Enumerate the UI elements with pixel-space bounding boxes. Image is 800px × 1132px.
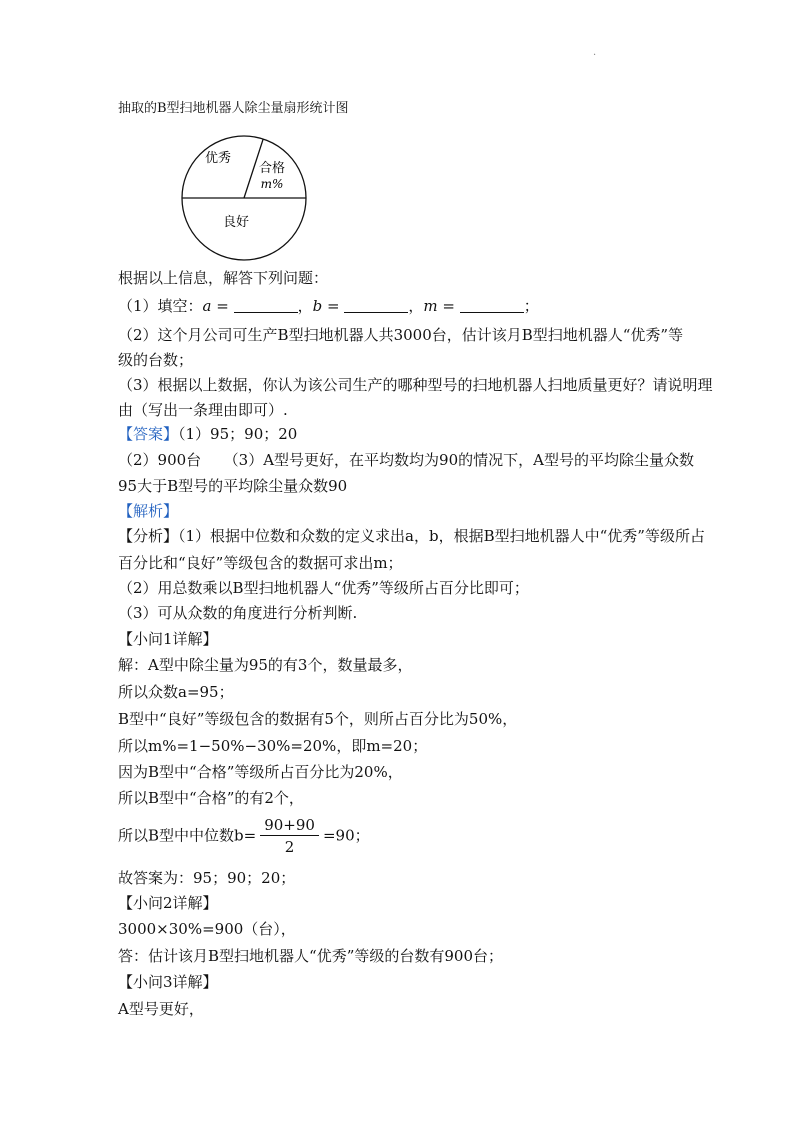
slice-label-youxiu: 优秀 bbox=[204, 151, 232, 166]
q1-var-b: b bbox=[312, 297, 323, 315]
q1-end: ； bbox=[523, 297, 539, 315]
pie-slices bbox=[182, 136, 306, 260]
fenxi-text-1: （1）根据中位数和众数的定义求出a，b，根据B型扫地机器人中“优秀”等级所占 bbox=[178, 527, 705, 545]
sub1-line-1: 解：A型中除尘量为95的有3个，数量最多， bbox=[118, 656, 413, 674]
sub2-line-2: 答：估计该月B型扫地机器人“优秀”等级的台数有900台； bbox=[118, 947, 503, 965]
q1-var-a: a bbox=[202, 297, 212, 315]
blank-m bbox=[460, 298, 524, 313]
question-2-line-1: （2）这个月公司可生产B型扫地机器人共3000台，估计该月B型扫地机器人“优秀”等 bbox=[118, 326, 684, 344]
q1-eq-a: = bbox=[211, 297, 234, 315]
q1-eq-m: = bbox=[437, 297, 460, 315]
slice-label-hege: 合格 bbox=[258, 161, 286, 176]
fraction-denominator: 2 bbox=[284, 838, 295, 856]
q1-var-m: m bbox=[423, 297, 438, 315]
q1-prefix: （1）填空： bbox=[118, 297, 203, 315]
median-suffix: =90； bbox=[322, 826, 370, 845]
fenxi-tag: 【分析】 bbox=[118, 527, 179, 545]
fenxi-line-2: 百分比和“良好”等级包含的数据可求出m； bbox=[118, 554, 403, 572]
sub1-line-4: 所以m%=1−50%−30%=20%，即m=20； bbox=[118, 737, 428, 755]
sub1-line-2: 所以众数a=95； bbox=[118, 683, 234, 701]
fraction-numerator: 90+90 bbox=[260, 815, 319, 836]
median-prefix: 所以B型中中位数b= bbox=[118, 826, 257, 845]
answer-tag: 【答案】 bbox=[118, 425, 179, 443]
sub3-line-1: A型号更好， bbox=[118, 1000, 204, 1018]
question-2-line-2: 级的台数； bbox=[118, 351, 194, 369]
q1-sep-2: ， bbox=[408, 297, 424, 315]
answer-line-1 bbox=[118, 424, 297, 444]
sub3-tag: 【小问3详解】 bbox=[118, 973, 218, 991]
answer-text: （1）95；90；20 bbox=[178, 425, 298, 443]
sub2-tag: 【小问2详解】 bbox=[118, 894, 218, 912]
median-fraction bbox=[260, 815, 319, 858]
blank-a bbox=[234, 298, 298, 313]
question-3-line-2: 由（写出一条理由即可）. bbox=[118, 401, 288, 419]
q1-sep-1: ， bbox=[297, 297, 313, 315]
chart-title: 抽取的B型扫地机器人除尘量扇形统计图 bbox=[118, 101, 349, 116]
pie-chart bbox=[174, 128, 314, 268]
sub1-line-6: 所以B型中“合格”的有2个， bbox=[118, 789, 304, 807]
analysis-tag: 【解析】 bbox=[118, 502, 179, 520]
sub1-line-3: B型中“良好”等级包含的数据有5个，则所占百分比为50%， bbox=[118, 710, 518, 728]
q1-eq-b: = bbox=[322, 297, 345, 315]
intro-line: 根据以上信息，解答下列问题： bbox=[118, 269, 329, 287]
header-mark: · bbox=[593, 50, 597, 61]
sub1-tag: 【小问1详解】 bbox=[118, 630, 218, 648]
sub1-answer: 故答案为：95；90；20； bbox=[118, 869, 296, 887]
fenxi-line-4: （3）可从众数的角度进行分析判断. bbox=[118, 604, 358, 622]
question-3-line-1: （3）根据以上数据，你认为该公司生产的哪种型号的扫地机器人扫地质量更好？请说明理 bbox=[118, 376, 713, 394]
blank-b bbox=[344, 298, 408, 313]
sub1-line-5: 因为B型中“合格”等级所占百分比为20%， bbox=[118, 763, 403, 781]
question-1 bbox=[118, 296, 539, 316]
sub1-line-7 bbox=[118, 815, 370, 858]
fenxi-line-1 bbox=[118, 526, 705, 546]
fenxi-line-3: （2）用总数乘以B型扫地机器人“优秀”等级所占百分比即可； bbox=[118, 579, 529, 597]
slice-label-m-percent: m% bbox=[260, 177, 284, 191]
sub2-line-1: 3000×30%=900（台）， bbox=[118, 920, 296, 938]
slice-label-lianghao: 良好 bbox=[222, 215, 250, 230]
answer-line-2: （2）900台 （3）A型号更好，在平均数均为90的情况下，A型号的平均除尘量众数 bbox=[118, 451, 694, 469]
answer-line-3: 95大于B型号的平均除尘量众数90 bbox=[118, 477, 348, 495]
